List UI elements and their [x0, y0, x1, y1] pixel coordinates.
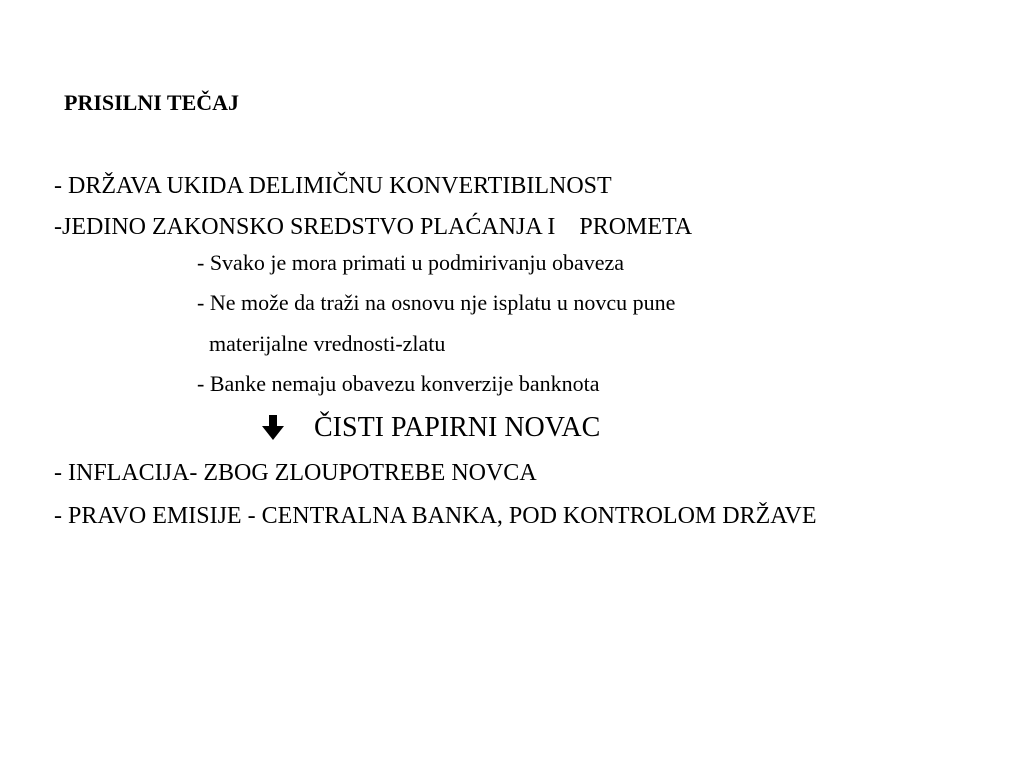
sub-item-continuation: materijalne vrednosti-zlatu — [209, 331, 446, 356]
sub-item: - Banke nemaju obavezu konverzije banknota — [197, 371, 600, 396]
conclusion-text: ČISTI PAPIRNI NOVAC — [314, 412, 601, 443]
sub-item: - Svako je mora primati u podmirivanju obaveza — [197, 250, 625, 275]
slide-title: PRISILNI TEČAJ — [64, 90, 240, 115]
sub-item: - Ne može da traži na osnovu nje isplatu u novcu pune — [197, 290, 676, 315]
arrow-conclusion — [262, 414, 600, 442]
bullet-line: -JEDINO ZAKONSKO SREDSTVO PLAĆANJA I PROMETA — [54, 214, 693, 240]
bullet-line: - INFLACIJA- ZBOG ZLOUPOTREBE NOVCA — [54, 460, 537, 486]
bullet-line: - PRAVO EMISIJE - CENTRALNA BANKA, POD KONTROLOM DRŽAVE — [54, 503, 817, 529]
arrow-down-icon — [262, 415, 284, 441]
bullet-line: - DRŽAVA UKIDA DELIMIČNU KONVERTIBILNOST — [54, 173, 612, 199]
